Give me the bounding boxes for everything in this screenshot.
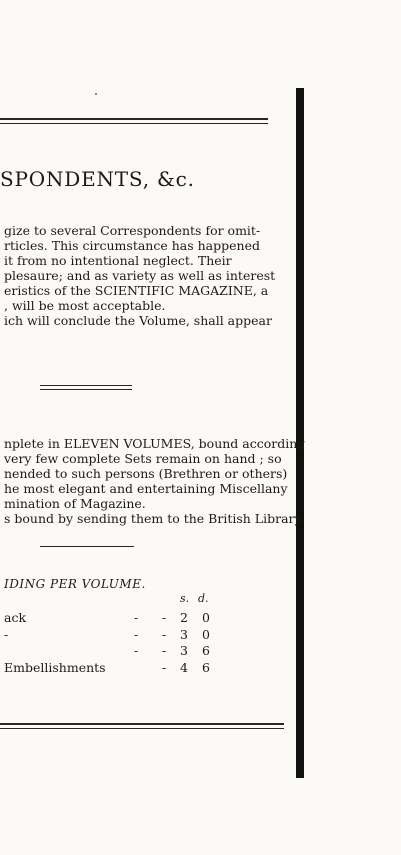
price-shillings: 4 bbox=[180, 660, 188, 675]
shillings-header: s. bbox=[180, 592, 190, 605]
price-row bbox=[4, 643, 224, 658]
top-rule-thin bbox=[0, 123, 268, 124]
leader-dash: - bbox=[162, 610, 167, 625]
notice-line: plesaure; and as variety as well as interest bbox=[4, 268, 276, 283]
page-gutter-shadow bbox=[296, 88, 304, 778]
volumes-line: nplete in ELEVEN VOLUMES, bound according bbox=[4, 436, 306, 451]
notice-line: ich will conclude the Volume, shall appear bbox=[4, 313, 272, 328]
notice-line: it from no intentional neglect. Their bbox=[4, 253, 232, 268]
short-rule bbox=[40, 546, 134, 547]
volumes-line: he most elegant and entertaining Miscellany bbox=[4, 481, 288, 496]
price-shillings: 3 bbox=[180, 643, 188, 658]
leader-dash: - bbox=[134, 610, 139, 625]
volumes-line: mination of Magazine. bbox=[4, 496, 146, 511]
volumes-line: very few complete Sets remain on hand ; so bbox=[4, 451, 282, 466]
price-item: Embellishments bbox=[4, 660, 106, 675]
price-shillings: 2 bbox=[180, 610, 188, 625]
price-pence: 0 bbox=[202, 610, 210, 625]
price-row bbox=[4, 660, 224, 675]
price-pence: 6 bbox=[202, 643, 210, 658]
binding-title: IDING PER VOLUME. bbox=[4, 577, 146, 591]
leader-dash: - bbox=[162, 660, 167, 675]
notice-line: eristics of the SCIENTIFIC MAGAZINE, a bbox=[4, 283, 269, 298]
price-row bbox=[4, 627, 224, 642]
speck bbox=[95, 93, 97, 95]
price-item: ack bbox=[4, 610, 27, 625]
volumes-line: nended to such persons (Brethren or others) bbox=[4, 466, 288, 481]
price-pence: 6 bbox=[202, 660, 210, 675]
leader-dash: - bbox=[134, 627, 139, 642]
bottom-rule-thin bbox=[0, 728, 284, 729]
leader-dash: - bbox=[162, 627, 167, 642]
price-pence: 0 bbox=[202, 627, 210, 642]
short-rule bbox=[40, 389, 132, 390]
leader-dash: - bbox=[134, 643, 139, 658]
leader-dash: - bbox=[162, 643, 167, 658]
pence-header: d. bbox=[198, 592, 209, 605]
top-rule bbox=[0, 118, 268, 120]
bottom-rule bbox=[0, 723, 284, 725]
price-row bbox=[4, 610, 224, 625]
price-shillings: 3 bbox=[180, 627, 188, 642]
notice-line: , will be most acceptable. bbox=[4, 298, 166, 313]
section-heading: SPONDENTS, &c. bbox=[0, 167, 195, 191]
notice-line: rticles. This circumstance has happened bbox=[4, 238, 260, 253]
short-rule bbox=[40, 385, 132, 386]
price-item: - bbox=[4, 627, 9, 642]
notice-line: gize to several Correspondents for omit- bbox=[4, 223, 261, 238]
volumes-line: s bound by sending them to the British Library bbox=[4, 511, 302, 526]
